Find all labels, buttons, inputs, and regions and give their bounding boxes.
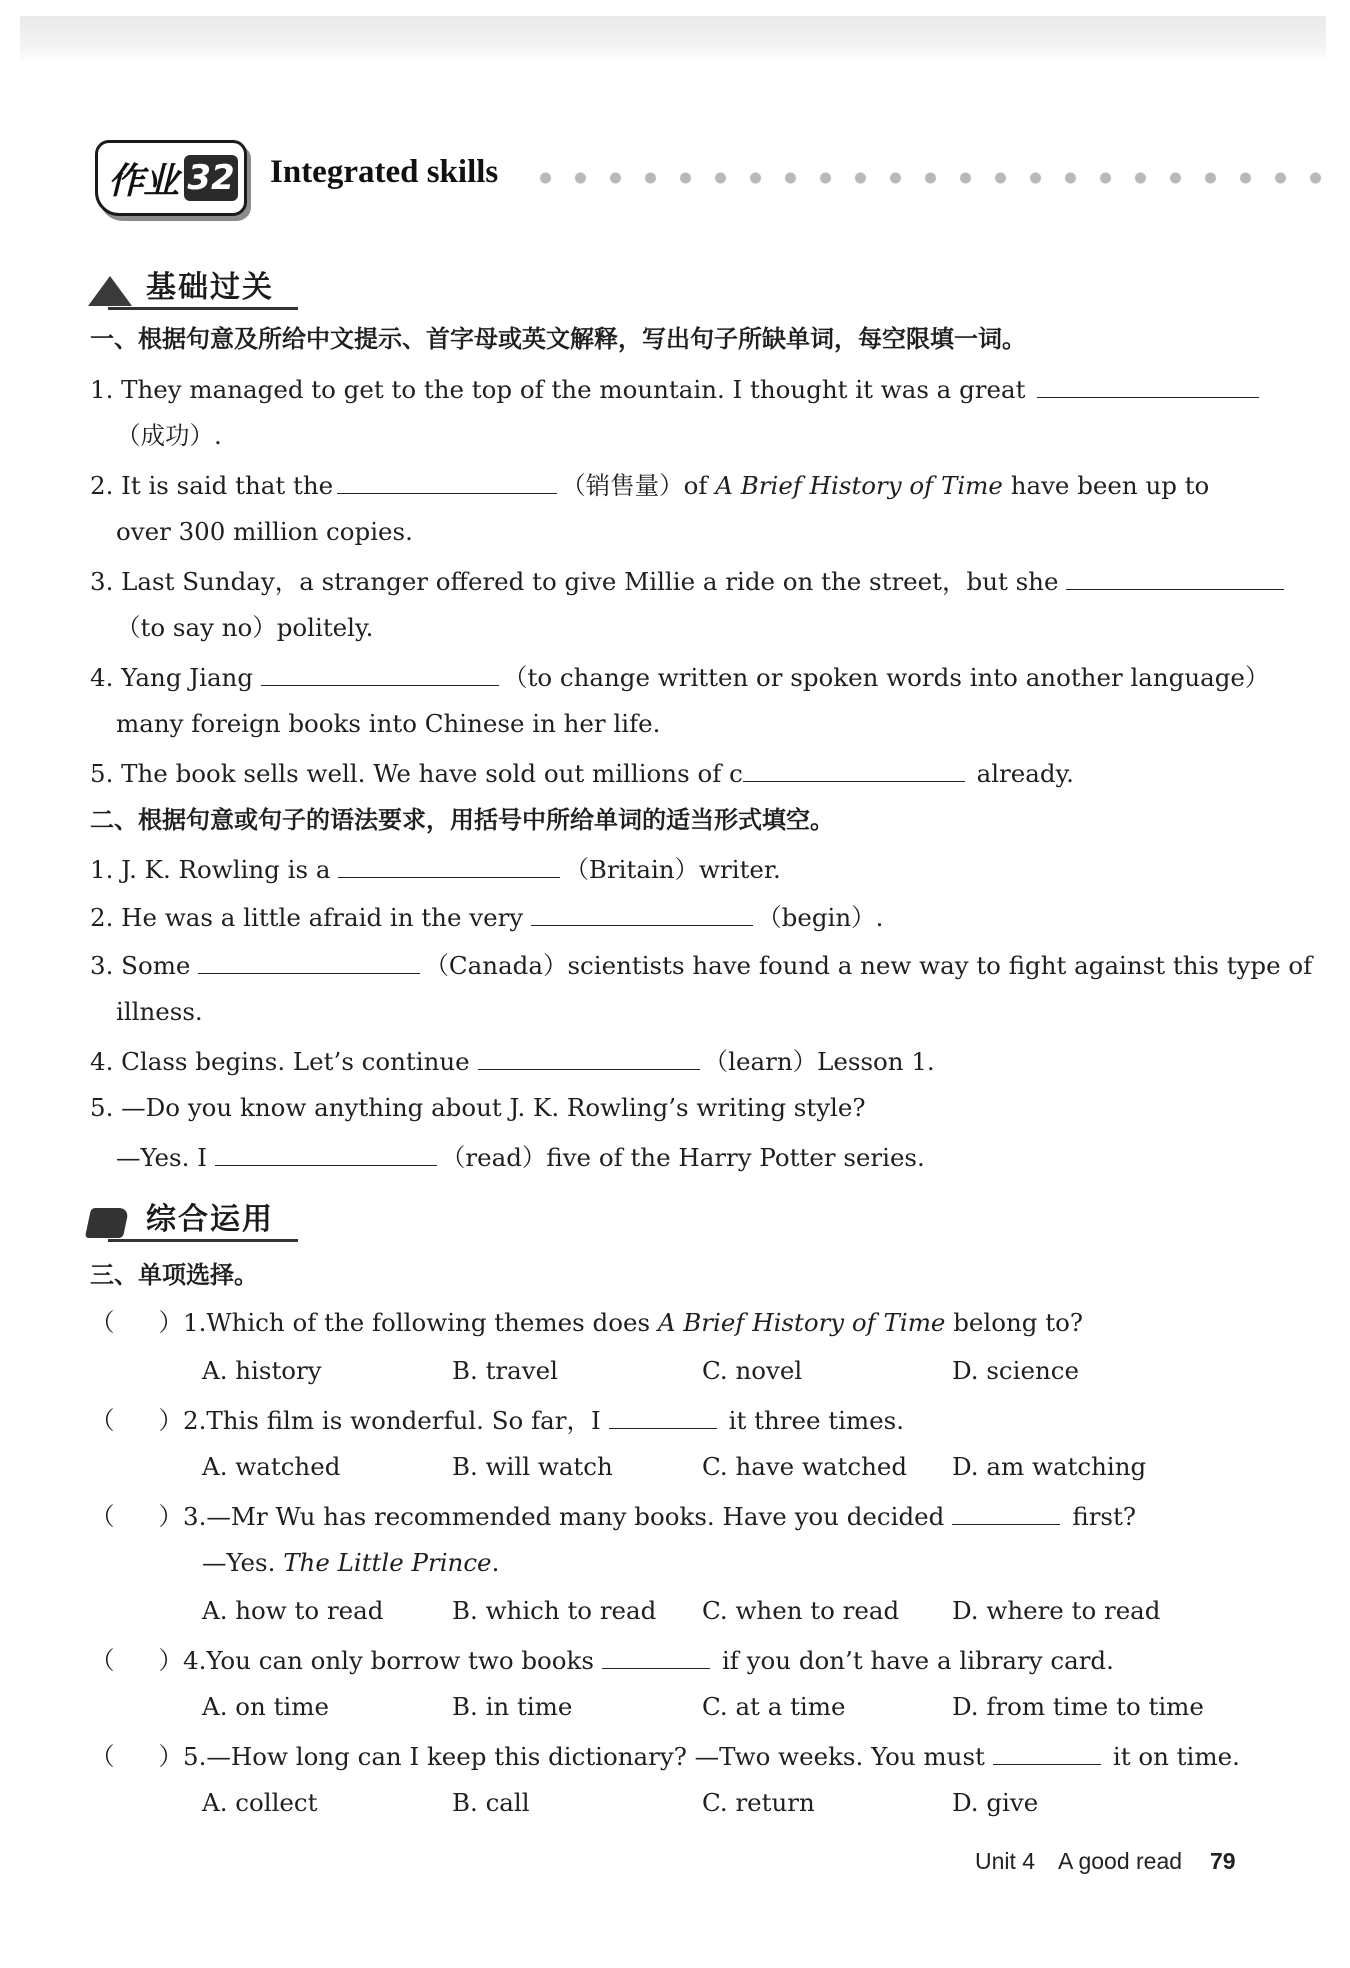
option-a[interactable]: A. history	[202, 1356, 322, 1385]
option-c[interactable]: C. at a time	[702, 1692, 846, 1721]
option-b[interactable]: B. travel	[452, 1356, 558, 1385]
answer-blank[interactable]	[602, 1642, 710, 1669]
answer-paren[interactable]: （	[90, 1742, 115, 1771]
first-letter-hint: c	[729, 759, 743, 788]
answer-blank[interactable]	[337, 467, 557, 494]
answer-paren[interactable]: （	[90, 1308, 115, 1337]
p1-q4-line2: many foreign books into Chinese in her life.	[116, 709, 661, 738]
book-title: A Brief History of Time	[657, 1308, 946, 1337]
p2-q5-line2	[116, 1139, 925, 1175]
answer-blank[interactable]	[609, 1402, 717, 1429]
mc-q1	[90, 1306, 1083, 1340]
question-text: Which of the following themes does	[206, 1308, 651, 1337]
question-text-end: it three times.	[728, 1406, 905, 1435]
p1-q2-hint: （销售量）of	[561, 471, 708, 500]
part1-instruction: 一、根据句意及所给中文提示、首字母或英文解释，写出句子所缺单词，每空限填一词。	[90, 325, 1026, 353]
part2-instruction: 二、根据句意或句子的语法要求，用括号中所给单词的适当形式填空。	[90, 806, 834, 834]
mc-q3-reply: —Yes. The Little Prince.	[202, 1548, 500, 1577]
answer-blank[interactable]	[215, 1139, 437, 1166]
option-b[interactable]: B. call	[452, 1788, 530, 1817]
option-a[interactable]: A. collect	[202, 1788, 318, 1817]
section-underline	[108, 307, 298, 310]
homework-badge	[95, 140, 247, 216]
footer-unit-title: A good read	[1058, 1848, 1183, 1874]
p2-q4	[90, 1043, 935, 1079]
question-text: —Mr Wu has recommended many books. Have you decided	[206, 1502, 945, 1531]
answer-blank[interactable]	[993, 1738, 1101, 1765]
book-icon	[85, 1208, 129, 1238]
triangle-icon	[88, 276, 132, 306]
p2-q1-text: 1. J. K. Rowling is a	[90, 855, 331, 884]
p1-q5-text-end: already.	[976, 759, 1074, 788]
answer-blank[interactable]	[952, 1498, 1060, 1525]
book-title: The Little Prince	[283, 1548, 492, 1577]
option-d[interactable]: D. am watching	[952, 1452, 1147, 1481]
answer-blank[interactable]	[743, 755, 965, 782]
question-text-end: if you don’t have a library card.	[721, 1646, 1114, 1675]
answer-blank[interactable]	[1066, 563, 1284, 590]
p1-q3-text: 3. Last Sunday，a stranger offered to give Millie a ride on the street，but she	[90, 567, 1059, 596]
p1-q2-text: 2. It is said that the	[90, 471, 334, 500]
option-c[interactable]: C. when to read	[702, 1596, 900, 1625]
question-text: You can only borrow two books	[206, 1646, 594, 1675]
p1-q4-hint: （to change written or spoken words into another language）	[503, 663, 1270, 692]
header-dot-divider	[528, 172, 1328, 184]
p1-q3-hint: （to say no）politely.	[116, 613, 374, 642]
part3-instruction: 三、单项选择。	[90, 1261, 258, 1289]
p2-q3-text: 3. Some	[90, 951, 191, 980]
p2-q4-hint: （learn）Lesson 1.	[703, 1047, 935, 1076]
answer-blank[interactable]	[261, 659, 499, 686]
section-heading-basic	[88, 258, 298, 310]
p1-q2-line1	[90, 467, 1209, 503]
question-text-end: belong to?	[953, 1308, 1083, 1337]
p1-q1-text: 1. They managed to get to the top of the mountain. I thought it was a great	[90, 375, 1026, 404]
mc-q3	[90, 1498, 1136, 1534]
option-d[interactable]: D. science	[952, 1356, 1079, 1385]
page-number: 79	[1210, 1848, 1236, 1874]
answer-blank[interactable]	[531, 899, 753, 926]
p2-q2-hint: （begin）.	[757, 903, 884, 932]
p1-q5-text: 5. The book sells well. We have sold out millions of	[90, 759, 722, 788]
p1-q5-line1	[90, 755, 1074, 791]
p2-q5-text: —Yes. I	[116, 1143, 207, 1172]
p2-q3-hint: （Canada）scientists have found a new way to fight against this type of	[424, 951, 1313, 980]
p1-q4-text: 4. Yang Jiang	[90, 663, 254, 692]
question-number: ）5.	[158, 1742, 207, 1771]
option-b[interactable]: B. will watch	[452, 1452, 613, 1481]
book-title: A Brief History of Time	[715, 471, 1003, 500]
mc-q2	[90, 1402, 904, 1438]
option-c[interactable]: C. novel	[702, 1356, 803, 1385]
option-c[interactable]: C. return	[702, 1788, 815, 1817]
p2-q4-text: 4. Class begins. Let’s continue	[90, 1047, 470, 1076]
option-c[interactable]: C. have watched	[702, 1452, 908, 1481]
option-a[interactable]: A. watched	[202, 1452, 341, 1481]
question-number: ）2.	[158, 1406, 207, 1435]
answer-blank[interactable]	[198, 947, 420, 974]
mc-q5	[90, 1738, 1240, 1774]
section-underline	[108, 1239, 298, 1242]
option-a[interactable]: A. on time	[202, 1692, 329, 1721]
section-title: 综合运用	[146, 1202, 274, 1237]
section-heading-applied	[88, 1190, 298, 1242]
p2-q3-line2: illness.	[116, 997, 203, 1026]
question-text: This film is wonderful. So far，I	[206, 1406, 601, 1435]
p2-q1	[90, 851, 781, 887]
option-d[interactable]: D. give	[952, 1788, 1039, 1817]
p2-q1-hint: （Britain）writer.	[564, 855, 781, 884]
section-title: 基础过关	[146, 270, 274, 305]
mc-q4	[90, 1642, 1114, 1678]
p1-q3-line1	[90, 563, 1288, 599]
option-d[interactable]: D. from time to time	[952, 1692, 1204, 1721]
badge-label: 作业	[108, 161, 179, 202]
footer-unit: Unit 4	[975, 1848, 1036, 1874]
p1-q1-line1	[90, 371, 1263, 407]
reply-text: —Yes.	[202, 1548, 276, 1577]
option-d[interactable]: D. where to read	[952, 1596, 1161, 1625]
badge-number: 32	[184, 155, 238, 201]
answer-paren[interactable]: （	[90, 1502, 115, 1531]
answer-blank[interactable]	[478, 1043, 700, 1070]
question-number: ）4.	[158, 1646, 207, 1675]
p1-q4-line1	[90, 659, 1269, 695]
p1-q1-hint: （成功）.	[116, 421, 222, 450]
p2-q2-text: 2. He was a little afraid in the very	[90, 903, 524, 932]
p2-q5-line1: 5. —Do you know anything about J. K. Rowling’s writing style?	[90, 1093, 866, 1122]
option-b[interactable]: B. which to read	[452, 1596, 657, 1625]
question-text: —How long can I keep this dictionary? —Two weeks. You must	[206, 1742, 985, 1771]
answer-paren[interactable]: （	[90, 1646, 115, 1675]
scan-top-strip	[20, 16, 1326, 60]
p2-q5-hint: （read）five of the Harry Potter series.	[440, 1143, 925, 1172]
page-title: Integrated skills	[270, 154, 499, 190]
p2-q3	[90, 947, 1312, 983]
question-number: ）1.	[158, 1308, 207, 1337]
question-text-end: it on time.	[1112, 1742, 1240, 1771]
question-text-end: first?	[1072, 1502, 1136, 1531]
p1-q2-line2: over 300 million copies.	[116, 517, 413, 546]
p1-q2-text-end: have been up to	[1010, 471, 1210, 500]
answer-blank[interactable]	[1037, 371, 1259, 398]
answer-paren[interactable]: （	[90, 1406, 115, 1435]
answer-blank[interactable]	[338, 851, 560, 878]
question-number: ）3.	[158, 1502, 207, 1531]
option-b[interactable]: B. in time	[452, 1692, 573, 1721]
option-a[interactable]: A. how to read	[202, 1596, 384, 1625]
p2-q2	[90, 899, 883, 935]
